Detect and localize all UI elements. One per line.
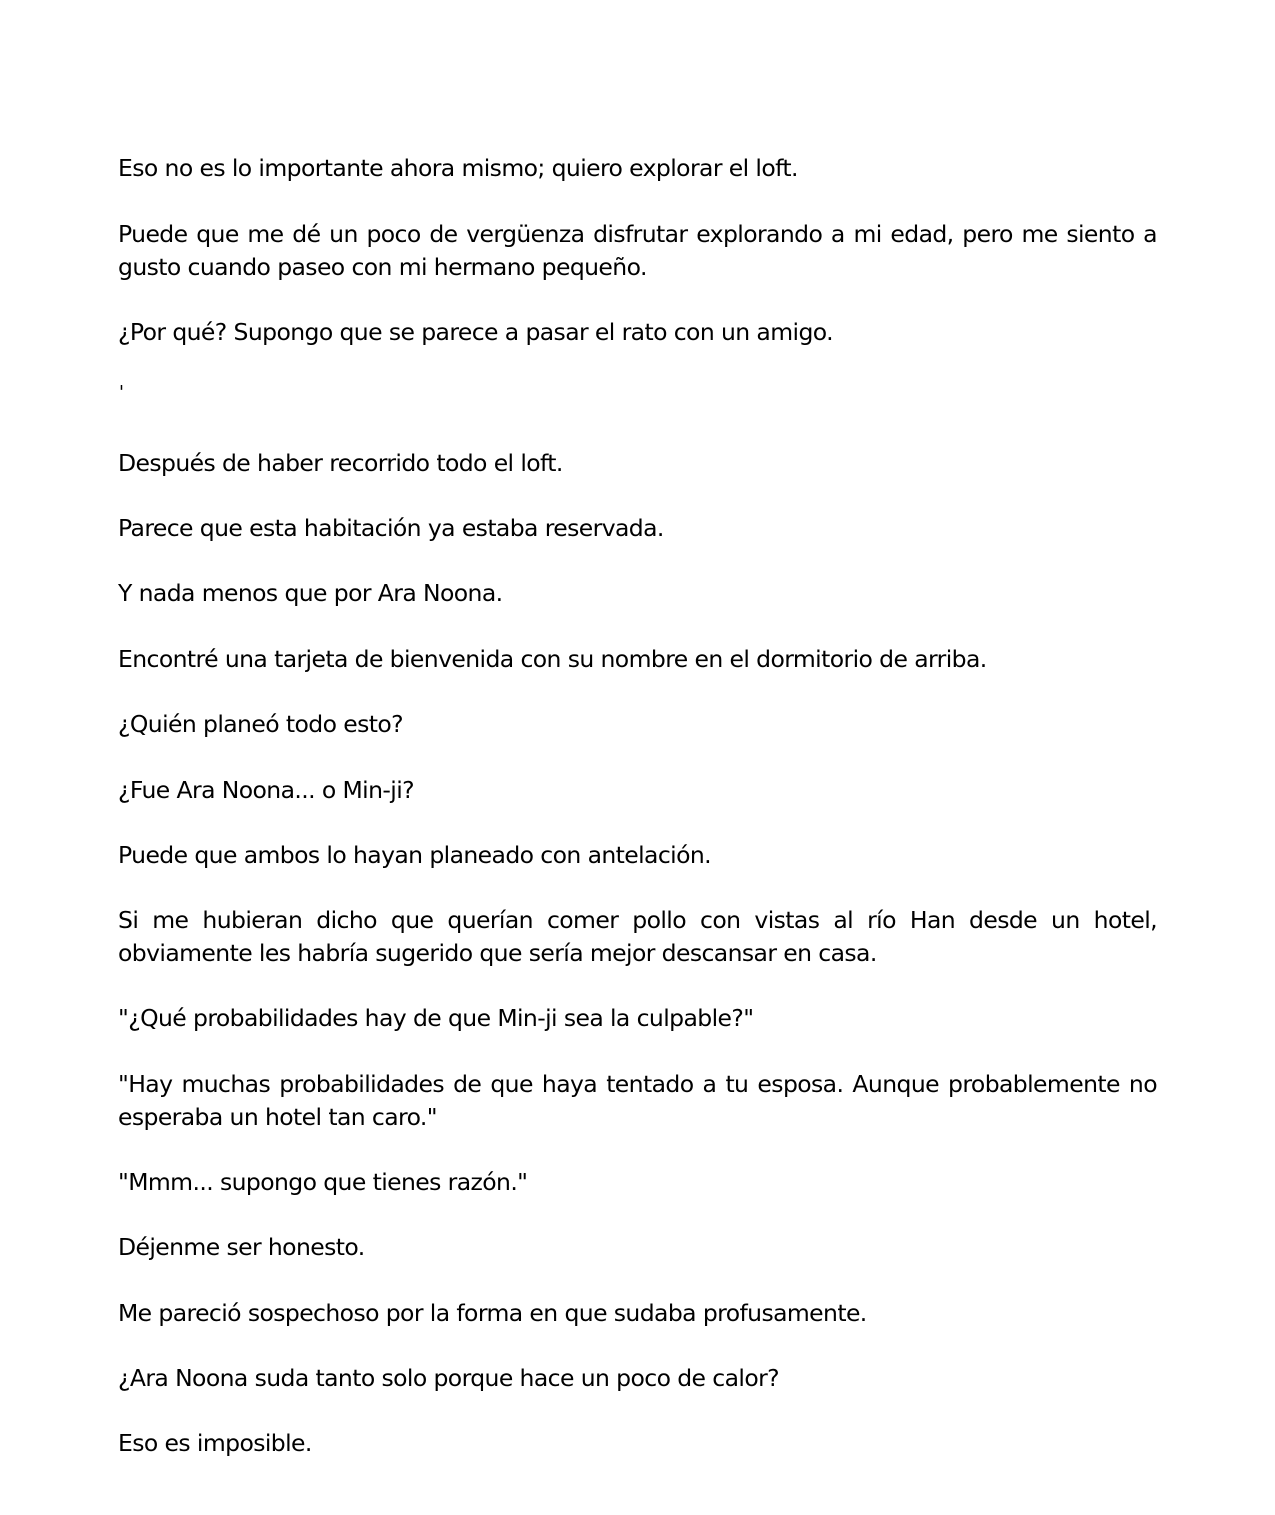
paragraph: Puede que ambos lo hayan planeado con antelación. (118, 841, 712, 869)
paragraph: Encontré una tarjeta de bienvenida con su nombre en el dormitorio de arriba. (118, 645, 987, 673)
paragraph: Puede que me dé un poco de vergüenza disfrutar explorando a mi edad, pero me siento a gusto cuando paseo con mi hermano pequeño. (118, 220, 1157, 281)
paragraph: Y nada menos que por Ara Noona. (118, 579, 503, 607)
paragraph: ¿Quién planeó todo esto? (118, 710, 403, 738)
paragraph: Parece que esta habitación ya estaba reservada. (118, 514, 664, 542)
paragraph: "¿Qué probabilidades hay de que Min-ji sea la culpable?" (118, 1004, 754, 1032)
paragraph: Después de haber recorrido todo el loft. (118, 449, 563, 477)
paragraph: ¿Ara Noona suda tanto solo porque hace un poco de calor? (118, 1364, 780, 1392)
stray-apostrophe: ' (119, 382, 124, 403)
paragraph: Eso es imposible. (118, 1429, 312, 1457)
paragraph: Eso no es lo importante ahora mismo; quiero explorar el loft. (118, 154, 798, 182)
paragraph: "Mmm... supongo que tienes razón." (118, 1168, 528, 1196)
paragraph: Me pareció sospechoso por la forma en que sudaba profusamente. (118, 1299, 867, 1327)
paragraph: "Hay muchas probabilidades de que haya tentado a tu esposa. Aunque probablemente no esperaba un hotel tan caro." (118, 1070, 1157, 1131)
paragraph: Si me hubieran dicho que querían comer pollo con vistas al río Han desde un hotel, obviamente les habría sugerido que sería mejor descansar en casa. (118, 906, 1157, 967)
paragraph: ¿Por qué? Supongo que se parece a pasar el rato con un amigo. (118, 318, 834, 346)
paragraph: Déjenme ser honesto. (118, 1233, 365, 1261)
paragraph: ¿Fue Ara Noona... o Min-ji? (118, 776, 415, 804)
